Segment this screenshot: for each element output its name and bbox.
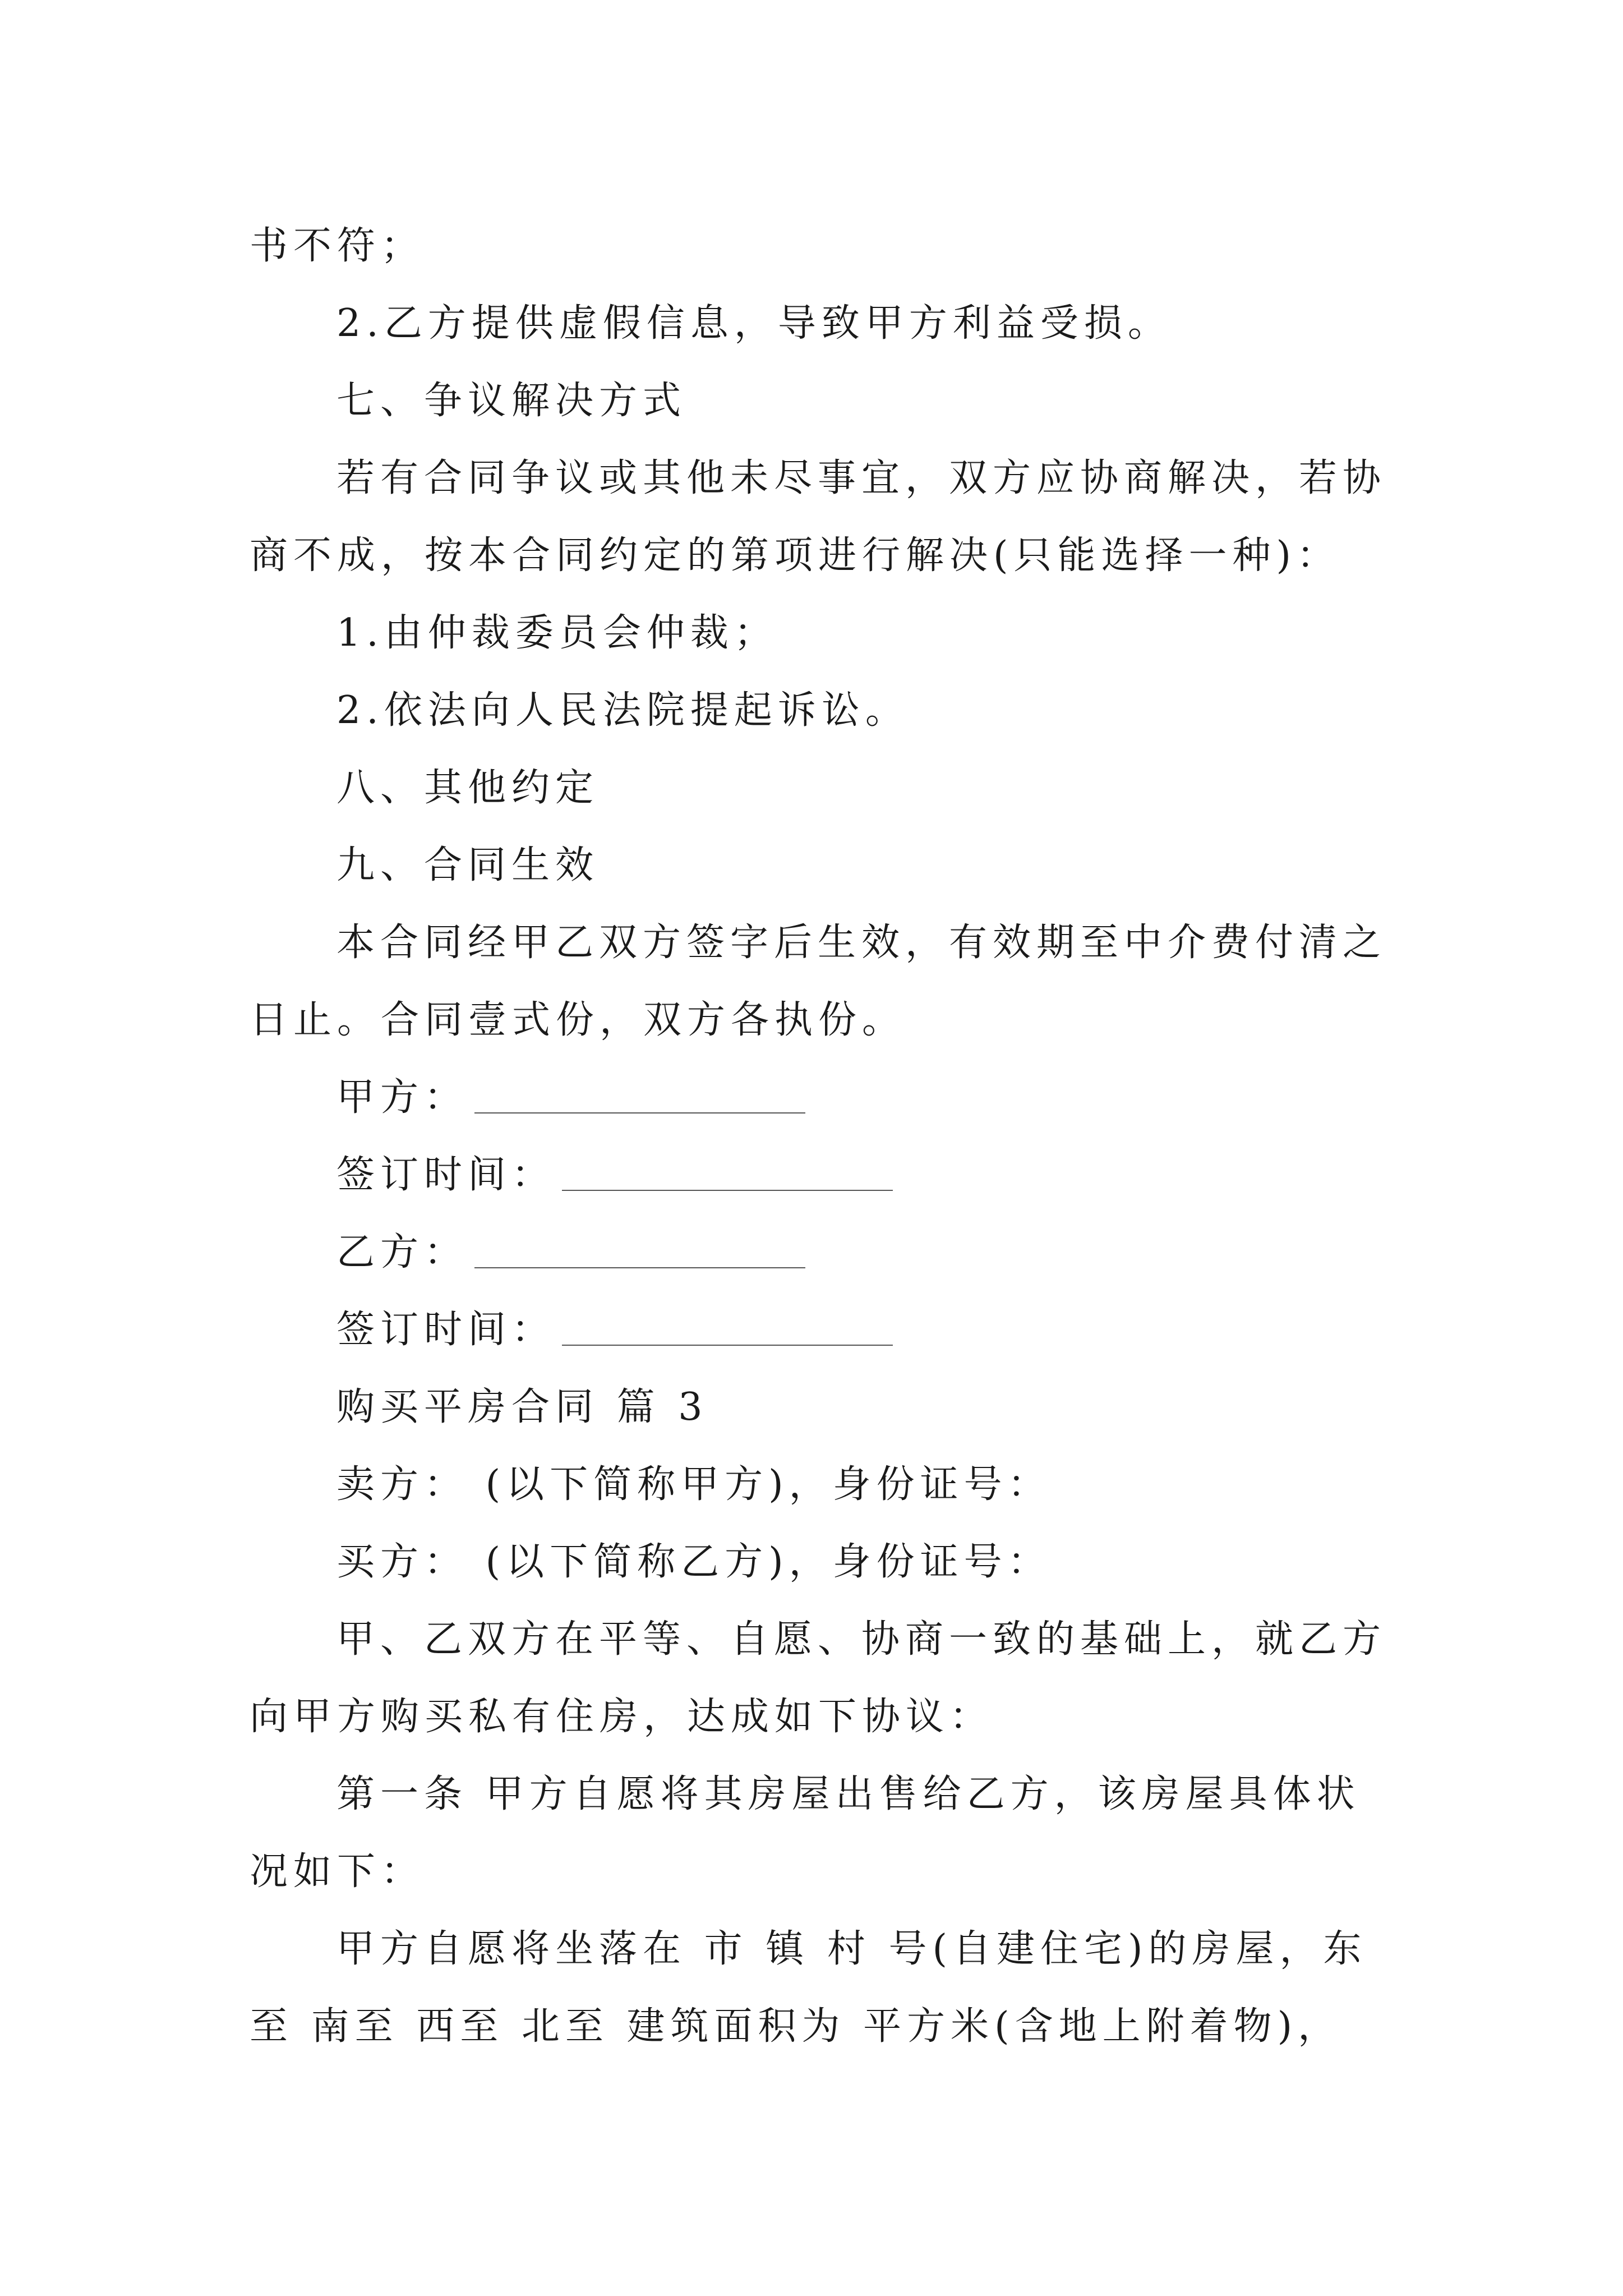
text-line: 若有合同争议或其他未尽事宜，双方应协商解决，若协 bbox=[336, 456, 1387, 500]
signature-party-a bbox=[250, 1059, 1394, 1137]
text-line: 2.依法向人民法院提起诉讼。 bbox=[336, 688, 909, 733]
text-line: 况如下： bbox=[250, 1849, 425, 1894]
text-line: 买方： (以下简称乙方)，身份证号： bbox=[336, 1540, 1052, 1584]
signature-date-a bbox=[250, 1137, 1394, 1214]
signature-blank bbox=[562, 1190, 893, 1191]
text-line: 向甲方购买私有住房，达成如下协议： bbox=[250, 1695, 994, 1739]
text-line: 甲、乙双方在平等、自愿、协商一致的基础上，就乙方 bbox=[336, 1617, 1387, 1662]
signature-label: 签订时间： bbox=[336, 1153, 556, 1197]
text-line: 甲方自愿将坐落在 市 镇 村 号(自建住宅)的房屋，东 bbox=[336, 1927, 1367, 1971]
text-line: 至 南至 西至 北至 建筑面积为 平方米(含地上附着物)， bbox=[250, 2004, 1342, 2049]
signature-blank bbox=[474, 1112, 805, 1114]
text-line: 本合同经甲乙双方签字后生效，有效期至中介费付清之 bbox=[336, 921, 1387, 965]
signature-date-b bbox=[250, 1291, 1394, 1369]
text-line: 日止。合同壹式份，双方各执份。 bbox=[250, 998, 906, 1042]
document-body bbox=[250, 208, 1394, 2065]
text-line: 2.乙方提供虚假信息，导致甲方利益受损。 bbox=[336, 301, 1172, 346]
signature-label: 签订时间： bbox=[336, 1308, 556, 1352]
section-heading: 七、争议解决方式 bbox=[336, 379, 687, 423]
section-heading: 八、其他约定 bbox=[336, 766, 600, 810]
text-line: 商不成，按本合同约定的第项进行解决(只能选择一种)： bbox=[250, 533, 1341, 578]
text-line: 书不符； bbox=[250, 224, 425, 268]
text-line: 1.由仲裁委员会仲裁； bbox=[336, 611, 778, 655]
signature-blank bbox=[562, 1345, 893, 1346]
text-line: 第一条 甲方自愿将其房屋出售给乙方，该房屋具体状 bbox=[336, 1772, 1361, 1816]
contract-title: 购买平房合同 篇 3 bbox=[336, 1385, 708, 1429]
section-heading: 九、合同生效 bbox=[336, 843, 600, 887]
text-line: 卖方： (以下简称甲方)，身份证号： bbox=[336, 1462, 1052, 1507]
signature-label: 乙方： bbox=[336, 1230, 468, 1274]
signature-label: 甲方： bbox=[336, 1075, 468, 1120]
signature-party-b bbox=[250, 1214, 1394, 1291]
signature-blank bbox=[474, 1267, 805, 1268]
